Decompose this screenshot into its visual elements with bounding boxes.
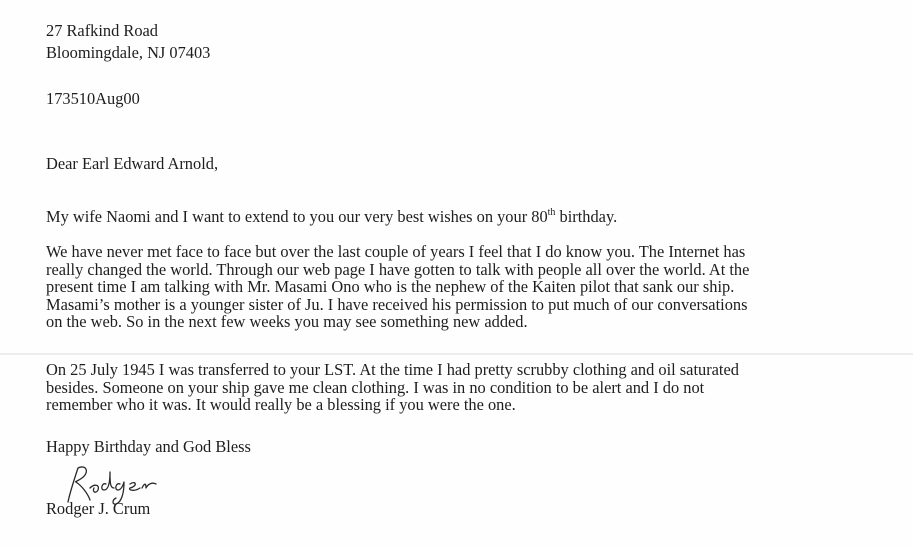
salutation: Dear Earl Edward Arnold,: [46, 154, 219, 173]
paragraph2-line: really changed the world. Through our web page I have gotten to talk with people all over the world. At the: [46, 259, 750, 279]
paragraph-lst-transfer: [46, 361, 896, 414]
closing: Happy Birthday and God Bless: [46, 437, 251, 456]
paragraph2-line: present time I am talking with Mr. Masami Ono who is the nephew of the Kaiten pilot that sank our ship.: [46, 277, 735, 297]
paragraph1-text-end: birthday.: [555, 207, 618, 226]
paper-fold-line: [0, 353, 913, 355]
paragraph2-line: We have never met face to face but over the last couple of years I feel that I do know you. The Internet has: [46, 242, 746, 261]
address-street: 27 Rafkind Road: [46, 21, 158, 40]
paragraph3-line: remember who it was. It would really be a blessing if you were the one.: [46, 395, 516, 415]
paragraph1-text: My wife Naomi and I want to extend to you our very best wishes on your 80: [46, 207, 548, 226]
signer-name: Rodger J. Crum: [46, 499, 151, 518]
paragraph1-superscript: th: [547, 207, 556, 218]
paragraph2-line: on the web. So in the next few weeks you may see something new added.: [46, 312, 528, 332]
paragraph3-line: besides. Someone on your ship gave me clean clothing. I was in no condition to be alert and I do not: [46, 377, 705, 397]
address-city-state-zip: Bloomingdale, NJ 07403: [46, 43, 211, 62]
date-time-group: 173510Aug00: [46, 89, 140, 108]
paragraph-internet: [46, 243, 896, 331]
paragraph3-line: On 25 July 1945 I was transferred to your LST. At the time I had pretty scrubby clothing and oil saturated: [46, 360, 739, 379]
paragraph-birthday-wishes: [46, 208, 617, 226]
paragraph2-line: Masami’s mother is a younger sister of Ju. I have received his permission to put much of our conversations: [46, 294, 748, 314]
